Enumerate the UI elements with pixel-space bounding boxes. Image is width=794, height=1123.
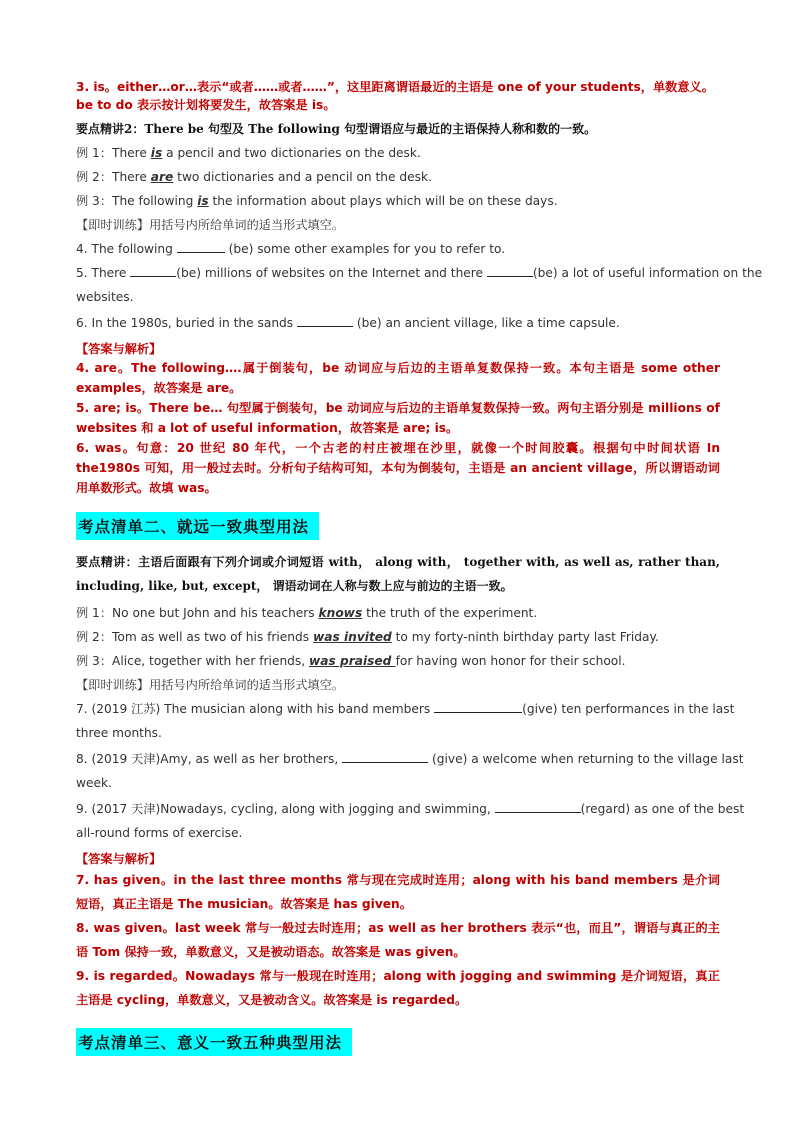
answer-blank[interactable] [177, 240, 225, 253]
rule-section-2: 要点精讲：主语后面跟有下列介词或介词短语 with， along with， together with, as well as, rather than, including, like, but, except， 谓语动词在人称与数上应与前边的主语一致。 [76, 555, 720, 593]
answer-blank[interactable] [342, 750, 428, 763]
answer-3-line1: 3. is。either…or…表示“或者……或者……”，这里距离谓语最近的主语是 one of your students，单数意义。 [76, 80, 714, 94]
question-4: 4. The following (be) some other examples for you to refer to. [76, 242, 506, 256]
question-7: 7. (2019 江苏) The musician along with his band members (give) ten performances in the last three months. [76, 702, 735, 740]
section-3-title: 考点清单三、意义一致五种典型用法 [76, 1028, 352, 1056]
answers-heading: 【答案与解析】 [76, 852, 162, 866]
answer-3 [76, 78, 720, 114]
example-keyword: is [150, 146, 163, 160]
practice-heading: 【即时训练】用括号内所给单词的适当形式填空。 [76, 218, 345, 232]
example-1: 例 1：There is a pencil and two dictionaries on the desk. [76, 146, 421, 160]
rule-2: 要点精讲2：There be 句型及 The following 句型谓语应与最近的主语保持人称和数的一致。 [76, 122, 597, 136]
example-2: 例 2：There are two dictionaries and a pencil on the desk. [76, 170, 432, 184]
example-2: 例 2：Tom as well as two of his friends was invited to my forty-ninth birthday party last Friday. [76, 630, 659, 644]
answer-blank[interactable] [487, 264, 533, 277]
answer-8: 8. was given。last week 常与一般过去时连用；as well as her brothers 表示“也，而且”，谓语与真正的主语 Tom 保持一致，单数意义，又是被动语态。故答案是 was given。 [76, 921, 720, 959]
question-9: 9. (2017 天津)Nowadays, cycling, along with jogging and swimming, (regard) as one of the best all-round forms of exercise. [76, 802, 745, 840]
practice-heading: 【即时训练】用括号内所给单词的适当形式填空。 [76, 678, 345, 692]
question-6: 6. In the 1980s, buried in the sands (be) an ancient village, like a time capsule. [76, 316, 620, 330]
document-page [76, 78, 763, 1056]
question-5: 5. There (be) millions of websites on the Internet and there (be) a lot of useful information on the websites. [76, 266, 763, 304]
answer-blank[interactable] [130, 264, 176, 277]
answer-5: 5. are; is。There be… 句型属于倒装句，be 动词应与后边的主语单复数保持一致。两句主语分别是 millions of websites 和 a lot of useful information，故答案是 are; is。 [76, 401, 720, 435]
answer-blank[interactable] [495, 800, 581, 813]
example-3: 例 3：The following is the information about plays which will be on these days. [76, 194, 558, 208]
answer-3-line2: be to do 表示按计划将要发生，故答案是 is。 [76, 98, 336, 112]
question-8: 8. (2019 天津)Amy, as well as her brothers, (give) a welcome when returning to the village last week. [76, 752, 744, 790]
example-keyword: was praised [309, 654, 396, 668]
example-keyword: was invited [312, 630, 392, 644]
answer-blank[interactable] [434, 700, 522, 713]
example-1: 例 1：No one but John and his teachers knows the truth of the experiment. [76, 606, 538, 620]
example-keyword: is [197, 194, 209, 208]
answer-blank[interactable] [297, 314, 353, 327]
answer-6: 6. was。句意：20 世纪 80 年代，一个古老的村庄被埋在沙里，就像一个时间胶囊。根据句中时间状语 In the1980s 可知，用一般过去时。分析句子结构可知，本句为倒装句，主语是 an ancient village，所以谓语动词用单数形式。故填 was。 [76, 441, 720, 495]
example-3: 例 3：Alice, together with her friends, was praised for having won honor for their school. [76, 654, 626, 668]
answer-7: 7. has given。in the last three months 常与现在完成时连用；along with his band members 是介词短语，真正主语是 The musician。故答案是 has given。 [76, 873, 720, 911]
answer-4: 4. are。The following….属于倒装句，be 动词应与后边的主语单复数保持一致。本句主语是 some other examples，故答案是 are。 [76, 361, 720, 395]
example-keyword: are [150, 170, 174, 184]
answers-heading: 【答案与解析】 [76, 342, 162, 356]
answer-9: 9. is regarded。Nowadays 常与一般现在时连用；along with jogging and swimming 是介词短语，真正主语是 cycling，单数意义，又是被动含义。故答案是 is regarded。 [76, 969, 720, 1007]
section-2-title: 考点清单二、就远一致典型用法 [76, 512, 319, 540]
example-keyword: knows [318, 606, 363, 620]
